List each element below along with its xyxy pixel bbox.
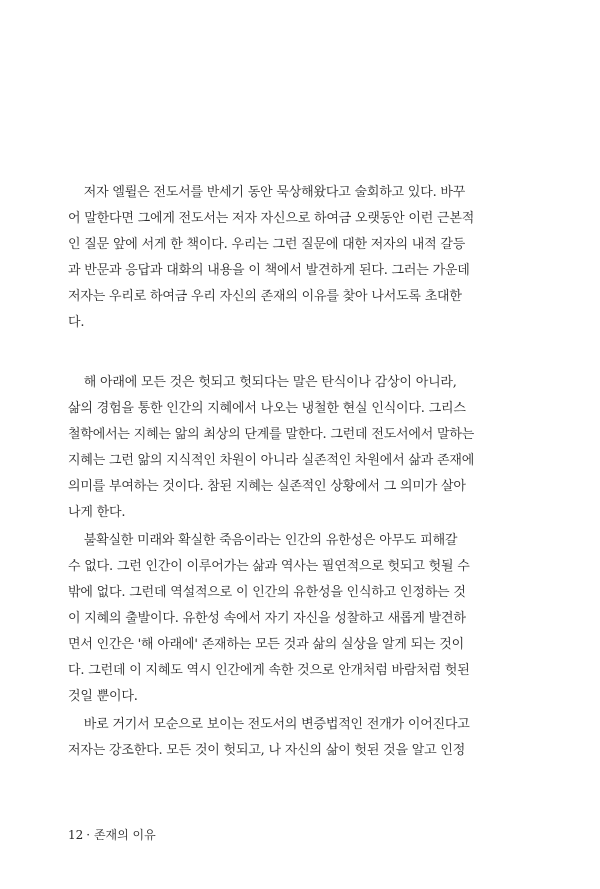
- footer-separator: ·: [86, 828, 91, 842]
- text-line: 저자 엘륄은 전도서를 반세기 동안 묵상해왔다고 술회하고 있다. 바꾸: [68, 185, 466, 200]
- page-number: 12: [68, 828, 84, 842]
- running-title: 존재의 이유: [93, 828, 156, 842]
- text-line: 불확실한 미래와 확실한 죽음이라는 인간의 유한성은 아무도 피해갈: [68, 533, 458, 548]
- paragraph-3: [68, 528, 488, 710]
- text-line: 삶의 경험을 통한 인간의 지혜에서 나오는 냉철한 현실 인식이다. 그리스: [68, 401, 466, 416]
- text-line: 철학에서는 지혜는 앎의 최상의 단계를 말한다. 그런데 전도서에서 말하는: [68, 427, 475, 442]
- paragraph-1: [68, 180, 488, 336]
- text-line: 의미를 부여하는 것이다. 참된 지혜는 실존적인 상황에서 그 의미가 살아: [68, 479, 466, 494]
- text-line: 다. 그런데 이 지혜도 역시 인간에게 속한 것으로 안개처럼 바람처럼 헛된: [68, 663, 470, 678]
- paragraph-4: [68, 712, 488, 764]
- text-line: 지혜는 그런 앎의 지식적인 차원이 아니라 실존적인 차원에서 삶과 존재에: [68, 453, 475, 468]
- text-line: 나게 한다.: [68, 505, 126, 520]
- text-line: 해 아래에 모든 것은 헛되고 헛되다는 말은 탄식이나 감상이 아니라,: [68, 375, 457, 390]
- text-line: 저자는 우리로 하여금 우리 자신의 존재의 이유를 찾아 나서도록 초대한: [68, 289, 462, 304]
- text-line: 어 말한다면 그에게 전도서는 저자 자신으로 하여금 오랫동안 이런 근본적: [68, 211, 475, 226]
- text-line: 인 질문 앞에 서게 한 책이다. 우리는 그런 질문에 대한 저자의 내적 갈등: [68, 237, 466, 252]
- page-footer: [68, 826, 156, 843]
- text-line: 저자는 강조한다. 모든 것이 헛되고, 나 자신의 삶이 헛된 것을 알고 인정: [68, 743, 466, 758]
- text-line: 면서 인간은 '해 아래에' 존재하는 모든 것과 삶의 실상을 알게 되는 것이: [68, 637, 465, 652]
- paragraph-2: [68, 370, 488, 526]
- text-line: 밖에 없다. 그런데 역설적으로 이 인간의 유한성을 인식하고 인정하는 것: [68, 585, 466, 600]
- text-line: 과 반문과 응답과 대화의 내용을 이 책에서 발견하게 된다. 그러는 가운데: [68, 263, 470, 278]
- text-line: 수 없다. 그런 인간이 이루어가는 삶과 역사는 필연적으로 헛되고 헛될 수: [68, 559, 470, 574]
- text-line: 이 지혜의 출발이다. 유한성 속에서 자기 자신을 성찰하고 새롭게 발견하: [68, 611, 466, 626]
- text-line: 다.: [68, 315, 85, 330]
- text-line: 것일 뿐이다.: [68, 689, 138, 704]
- text-line: 바로 거기서 모순으로 보이는 전도서의 변증법적인 전개가 이어진다고: [68, 717, 470, 732]
